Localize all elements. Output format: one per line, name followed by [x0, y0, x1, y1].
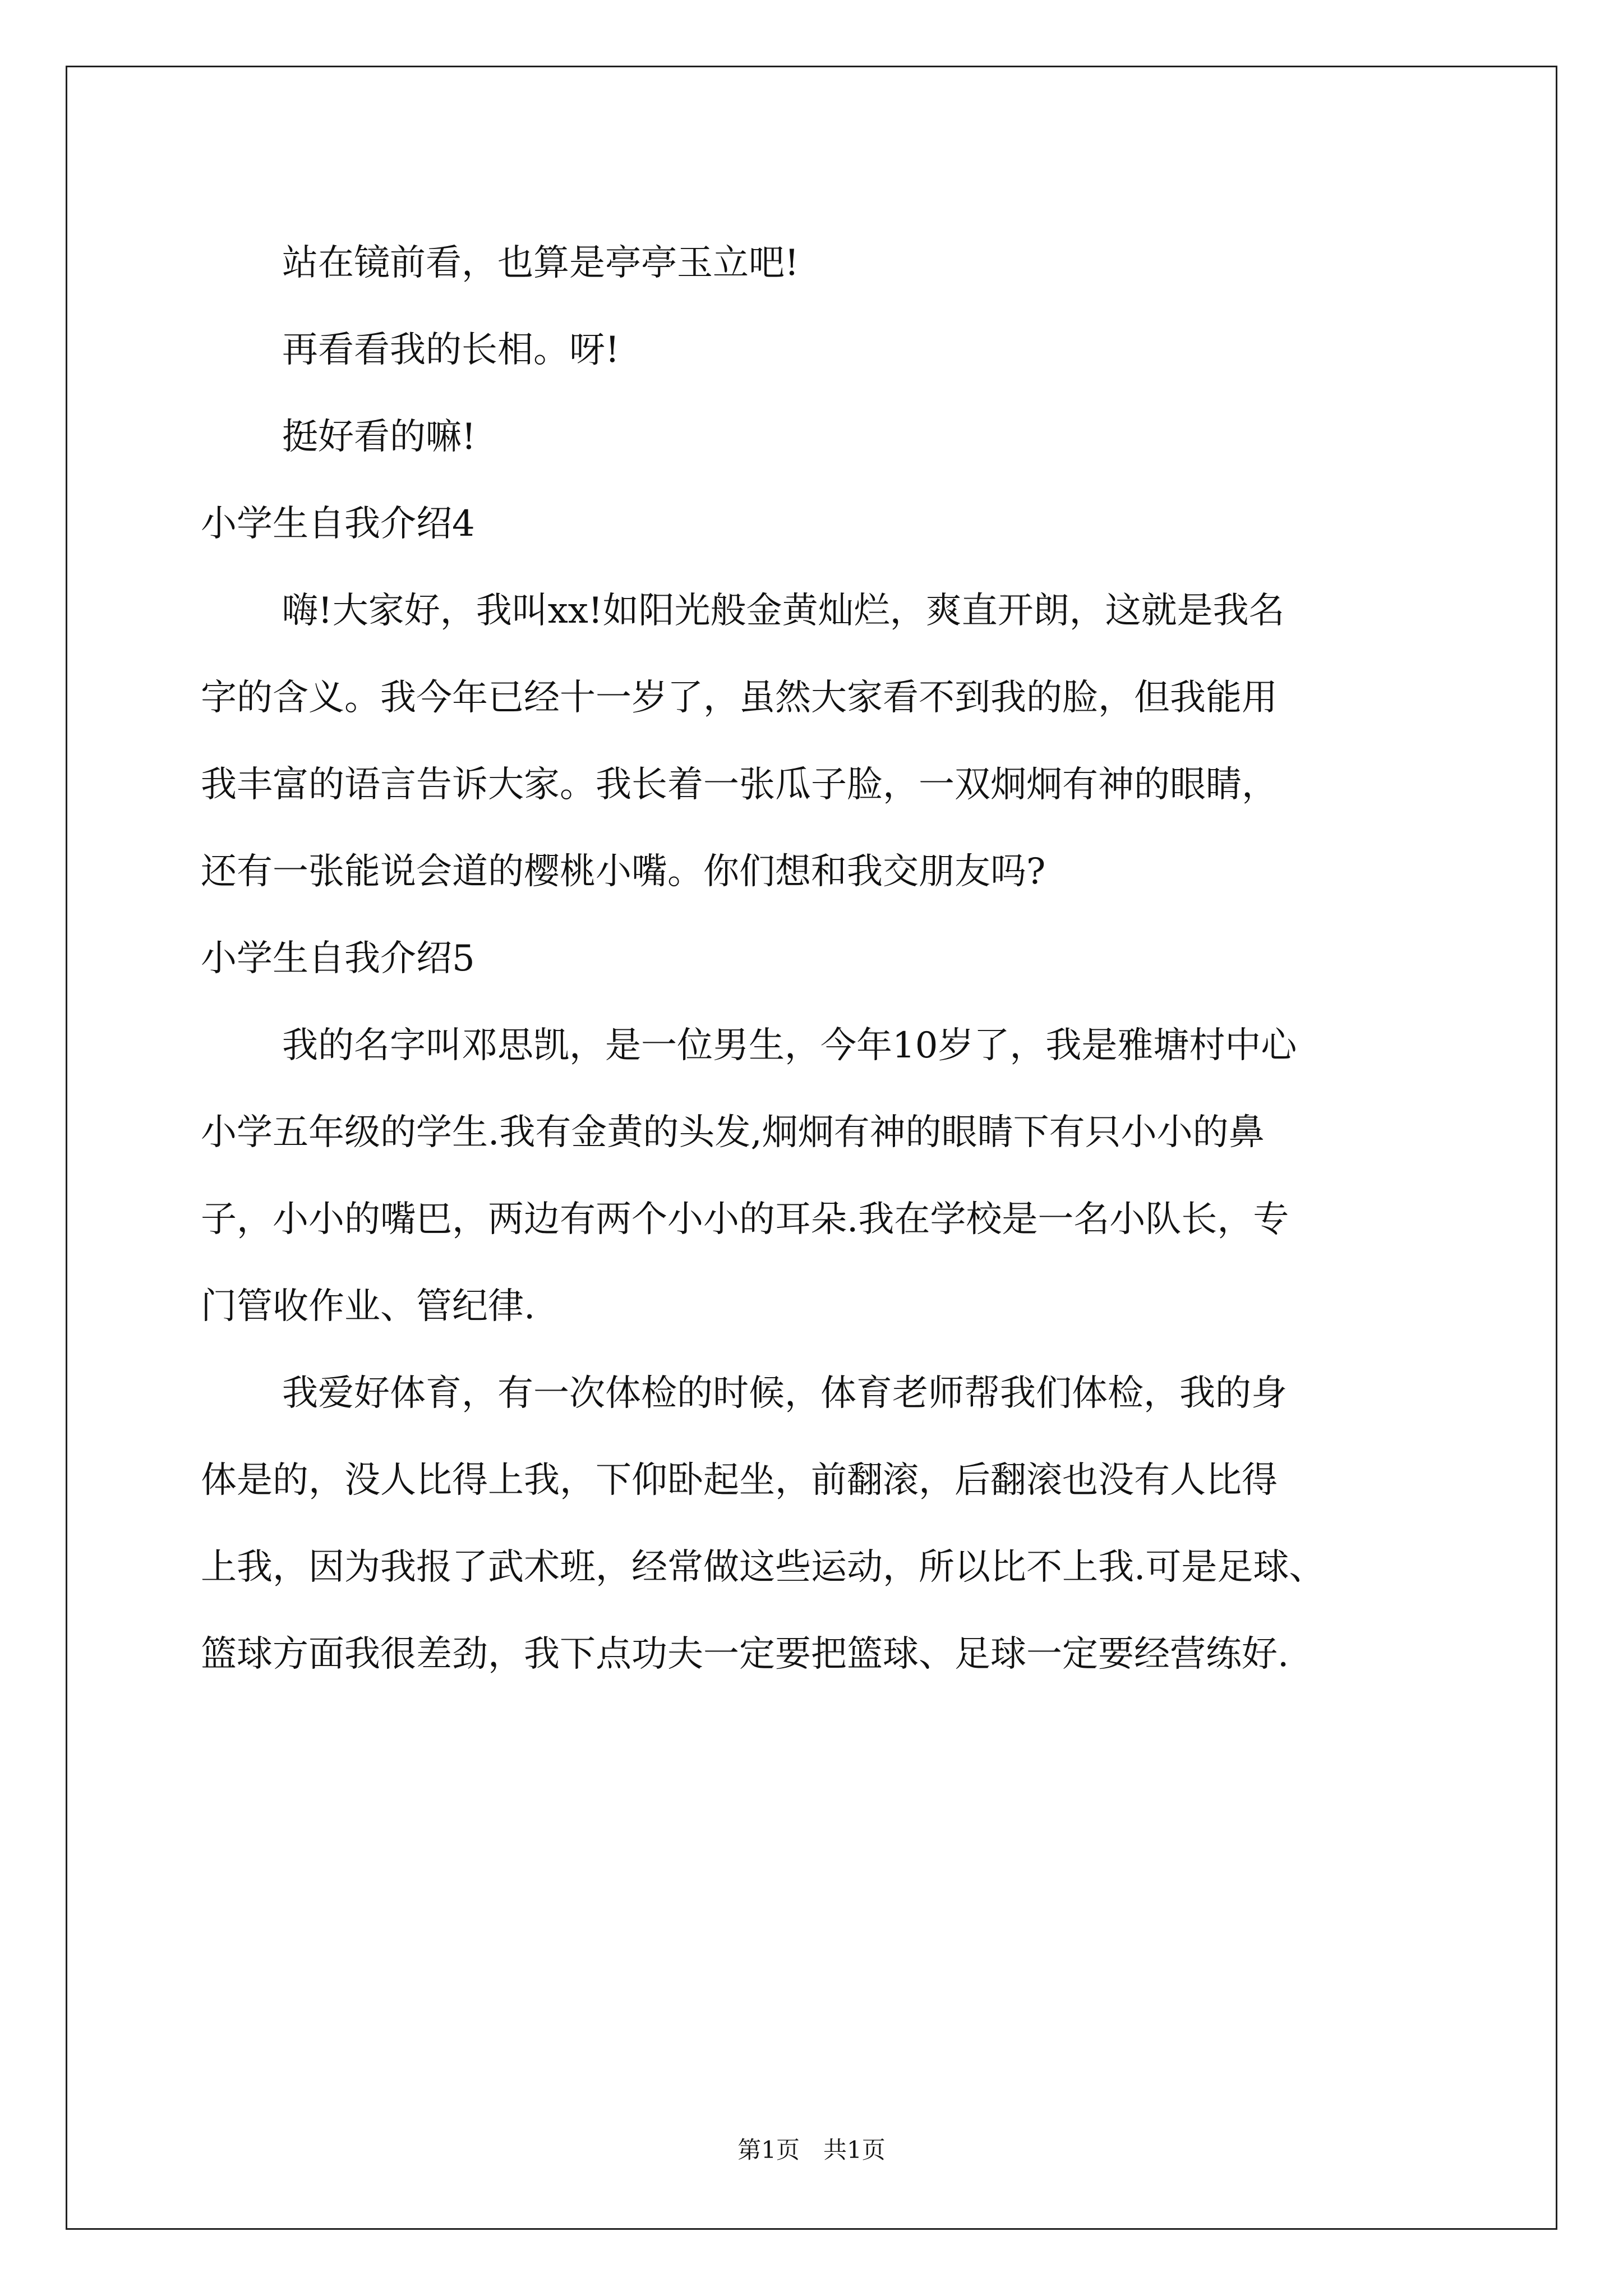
section-heading: 小学生自我介绍5 — [201, 938, 475, 979]
paragraph-line: 小学五年级的学生.我有金黄的头发,炯炯有神的眼睛下有只小小的鼻 — [201, 1112, 1265, 1153]
document-body — [201, 220, 1423, 1698]
page-number: 第1页 共1页 — [737, 2136, 886, 2164]
paragraph-line: 再看看我的长相。呀! — [282, 329, 620, 371]
paragraph-line: 门管收作业、管纪律. — [201, 1286, 536, 1327]
paragraph-line: 站在镜前看，也算是亭亭玉立吧! — [282, 242, 799, 284]
paragraph-line: 字的含义。我今年已经十一岁了，虽然大家看不到我的脸，但我能用 — [201, 677, 1278, 719]
paragraph-line: 体是的，没人比得上我，下仰卧起坐，前翻滚，后翻滚也没有人比得 — [201, 1460, 1278, 1501]
paragraph-line: 我丰富的语言告诉大家。我长着一张瓜子脸，一双炯炯有神的眼睛， — [201, 764, 1278, 806]
paragraph-line: 上我，因为我报了武术班，经常做这些运动，所以比不上我.可是足球、 — [201, 1547, 1325, 1588]
paragraph-line: 挺好看的嘛! — [282, 416, 476, 458]
paragraph-line: 我爱好体育，有一次体检的时候，体育老师帮我们体检，我的身 — [282, 1373, 1287, 1414]
paragraph-line: 篮球方面我很差劲，我下点功夫一定要把篮球、足球一定要经营练好. — [201, 1634, 1289, 1675]
paragraph-line: 我的名字叫邓思凯，是一位男生，今年10岁了，我是雅塘村中心 — [282, 1025, 1297, 1066]
paragraph-line: 还有一张能说会道的樱桃小嘴。你们想和我交朋友吗? — [201, 851, 1046, 892]
paragraph-line: 子，小小的嘴巴，两边有两个小小的耳朵.我在学校是一名小队长，专 — [201, 1199, 1289, 1240]
paragraph-line: 嗨!大家好，我叫xx!如阳光般金黄灿烂，爽直开朗，这就是我名 — [282, 590, 1285, 632]
section-heading: 小学生自我介绍4 — [201, 503, 475, 545]
